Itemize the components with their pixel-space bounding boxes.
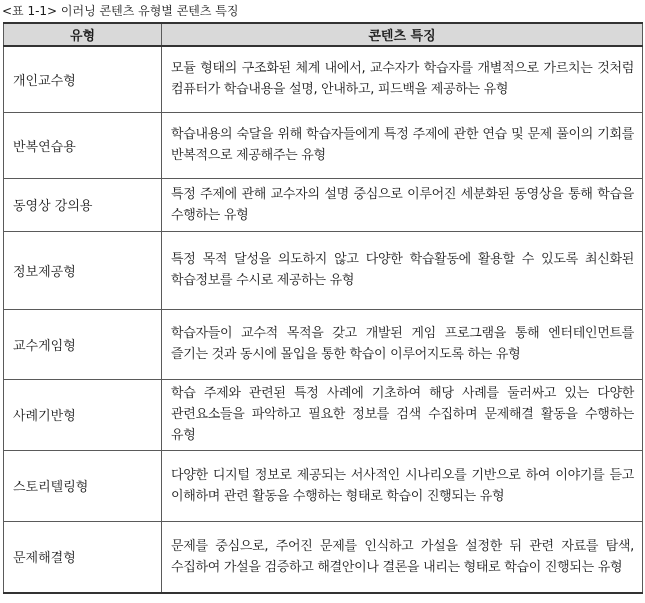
table-row	[4, 46, 643, 112]
type-cell: 교수게임형	[4, 309, 162, 379]
type-cell: 정보제공형	[4, 231, 162, 309]
table-row	[4, 309, 643, 379]
description-cell: 특정 주제에 관해 교수자의 설명 중심으로 이루어진 세분화된 동영상을 통해 학습을 수행하는 유형	[162, 178, 643, 231]
table-header-row	[4, 23, 643, 46]
type-cell: 사례기반형	[4, 379, 162, 450]
content-type-table	[3, 22, 643, 594]
description-cell: 학습자들이 교수적 목적을 갖고 개발된 게임 프로그램을 통해 엔터테인먼트를 즐기는 것과 동시에 몰입을 통한 학습이 이루어지도록 하는 유형	[162, 309, 643, 379]
description-cell: 모듈 형태의 구조화된 체계 내에서, 교수자가 학습자를 개별적으로 가르치는 것처럼 컴퓨터가 학습내용을 설명, 안내하고, 피드백을 제공하는 유형	[162, 46, 643, 112]
column-header-features: 콘텐츠 특징	[162, 23, 643, 46]
type-cell: 스토리텔링형	[4, 450, 162, 521]
description-cell: 다양한 디지털 정보로 제공되는 서사적인 시나리오를 기반으로 하여 이야기를 듣고 이해하며 관련 활동을 수행하는 형태로 학습이 진행되는 유형	[162, 450, 643, 521]
table-row	[4, 521, 643, 593]
type-cell: 문제해결형	[4, 521, 162, 593]
column-header-type: 유형	[4, 23, 162, 46]
type-cell: 동영상 강의용	[4, 178, 162, 231]
description-cell: 문제를 중심으로, 주어진 문제를 인식하고 가설을 설정한 뒤 관련 자료를 탐색, 수집하여 가설을 검증하고 해결안이나 결론을 내리는 형태로 학습이 진행되는 유형	[162, 521, 643, 593]
type-cell: 반복연습용	[4, 112, 162, 178]
table-row	[4, 178, 643, 231]
table-row	[4, 450, 643, 521]
table-row	[4, 231, 643, 309]
description-cell: 특정 목적 달성을 의도하지 않고 다양한 학습활동에 활용할 수 있도록 최신화된 학습정보를 수시로 제공하는 유형	[162, 231, 643, 309]
table-caption: <표 1-1> 이러닝 콘텐츠 유형별 콘텐츠 특징	[2, 4, 239, 18]
table-row	[4, 112, 643, 178]
type-cell: 개인교수형	[4, 46, 162, 112]
table-row	[4, 379, 643, 450]
description-cell: 학습 주제와 관련된 특정 사례에 기초하여 해당 사례를 둘러싸고 있는 다양한 관련요소들을 파악하고 필요한 정보를 검색 수집하며 문제해결 활동을 수행하는 유형	[162, 379, 643, 450]
description-cell: 학습내용의 숙달을 위해 학습자들에게 특정 주제에 관한 연습 및 문제 풀이의 기회를 반복적으로 제공해주는 유형	[162, 112, 643, 178]
